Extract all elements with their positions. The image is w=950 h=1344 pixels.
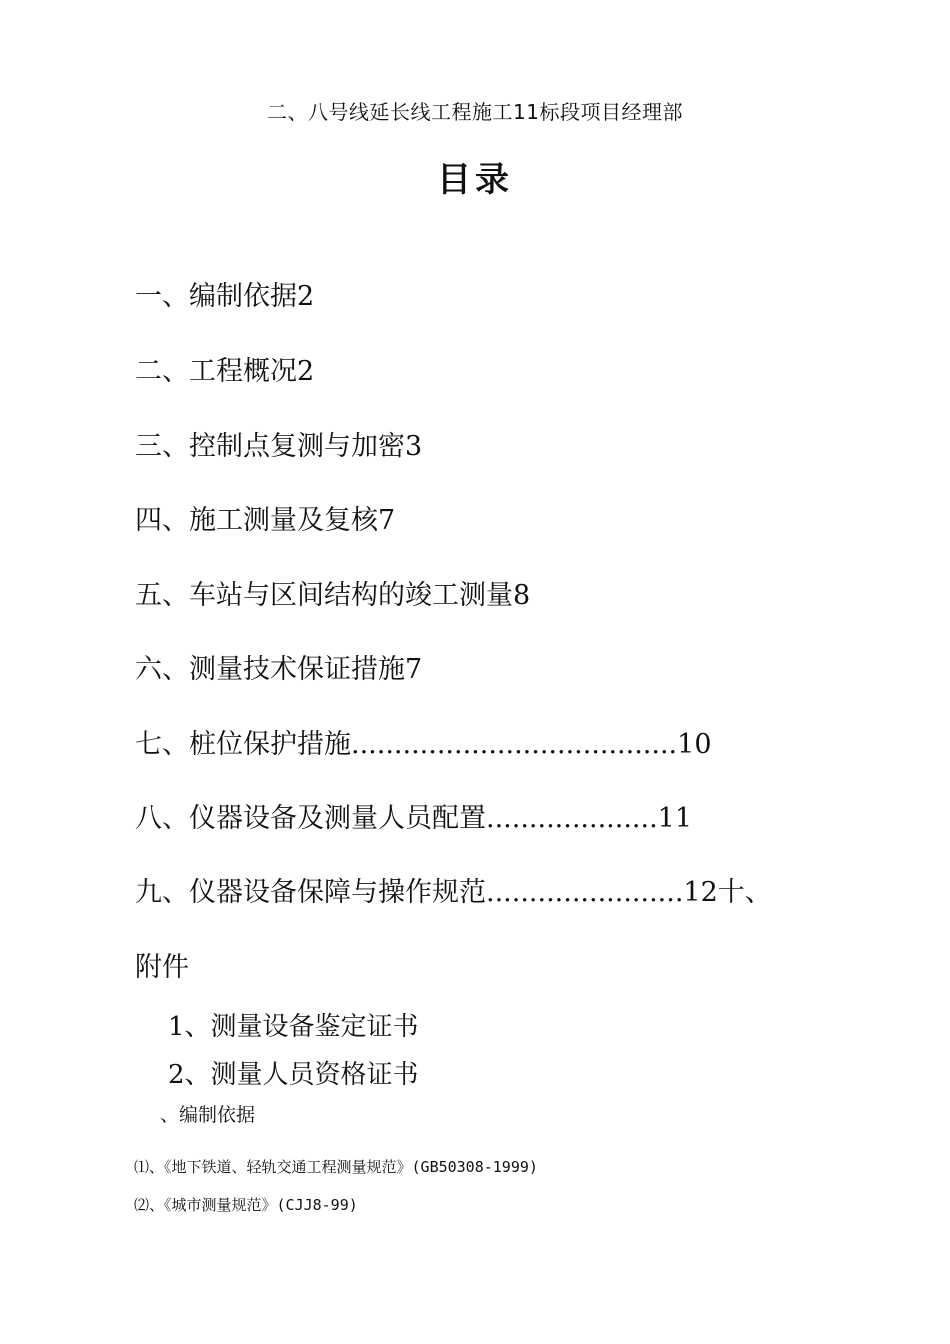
toc-attachment-2: 2、测量人员资格证书 bbox=[168, 1060, 419, 1090]
toc-entry-1: 一、编制依据2 bbox=[135, 281, 315, 312]
toc-entry-2: 二、工程概况2 bbox=[135, 356, 315, 387]
toc-attachment-1: 1、测量设备鉴定证书 bbox=[168, 1012, 419, 1042]
toc-entry-5: 五、车站与区间结构的竣工测量8 bbox=[135, 580, 531, 611]
toc-entry-8: 八、仪器设备及测量人员配置....................11 bbox=[135, 803, 693, 834]
document-header: 二、八号线延长线工程施工11标段项目经理部 bbox=[267, 100, 683, 124]
toc-entry-7: 七、桩位保护措施......................................10 bbox=[135, 729, 712, 760]
toc-entry-4: 四、施工测量及复核7 bbox=[135, 505, 396, 536]
reference-item-1: ⑴、《地下铁道、轻轨交通工程测量规范》(GB50308-1999) bbox=[134, 1158, 538, 1176]
toc-entry-10: 附件 bbox=[135, 952, 189, 983]
toc-entry-3: 三、控制点复测与加密3 bbox=[135, 431, 423, 462]
toc-entry-9: 九、仪器设备保障与操作规范.......................12十、 bbox=[135, 877, 772, 908]
section-heading: 、编制依据 bbox=[160, 1104, 256, 1126]
toc-entry-6: 六、测量技术保证措施7 bbox=[135, 654, 423, 685]
toc-title: 目录 bbox=[437, 160, 513, 200]
reference-item-2: ⑵、《城市测量规范》(CJJ8-99) bbox=[134, 1196, 358, 1214]
